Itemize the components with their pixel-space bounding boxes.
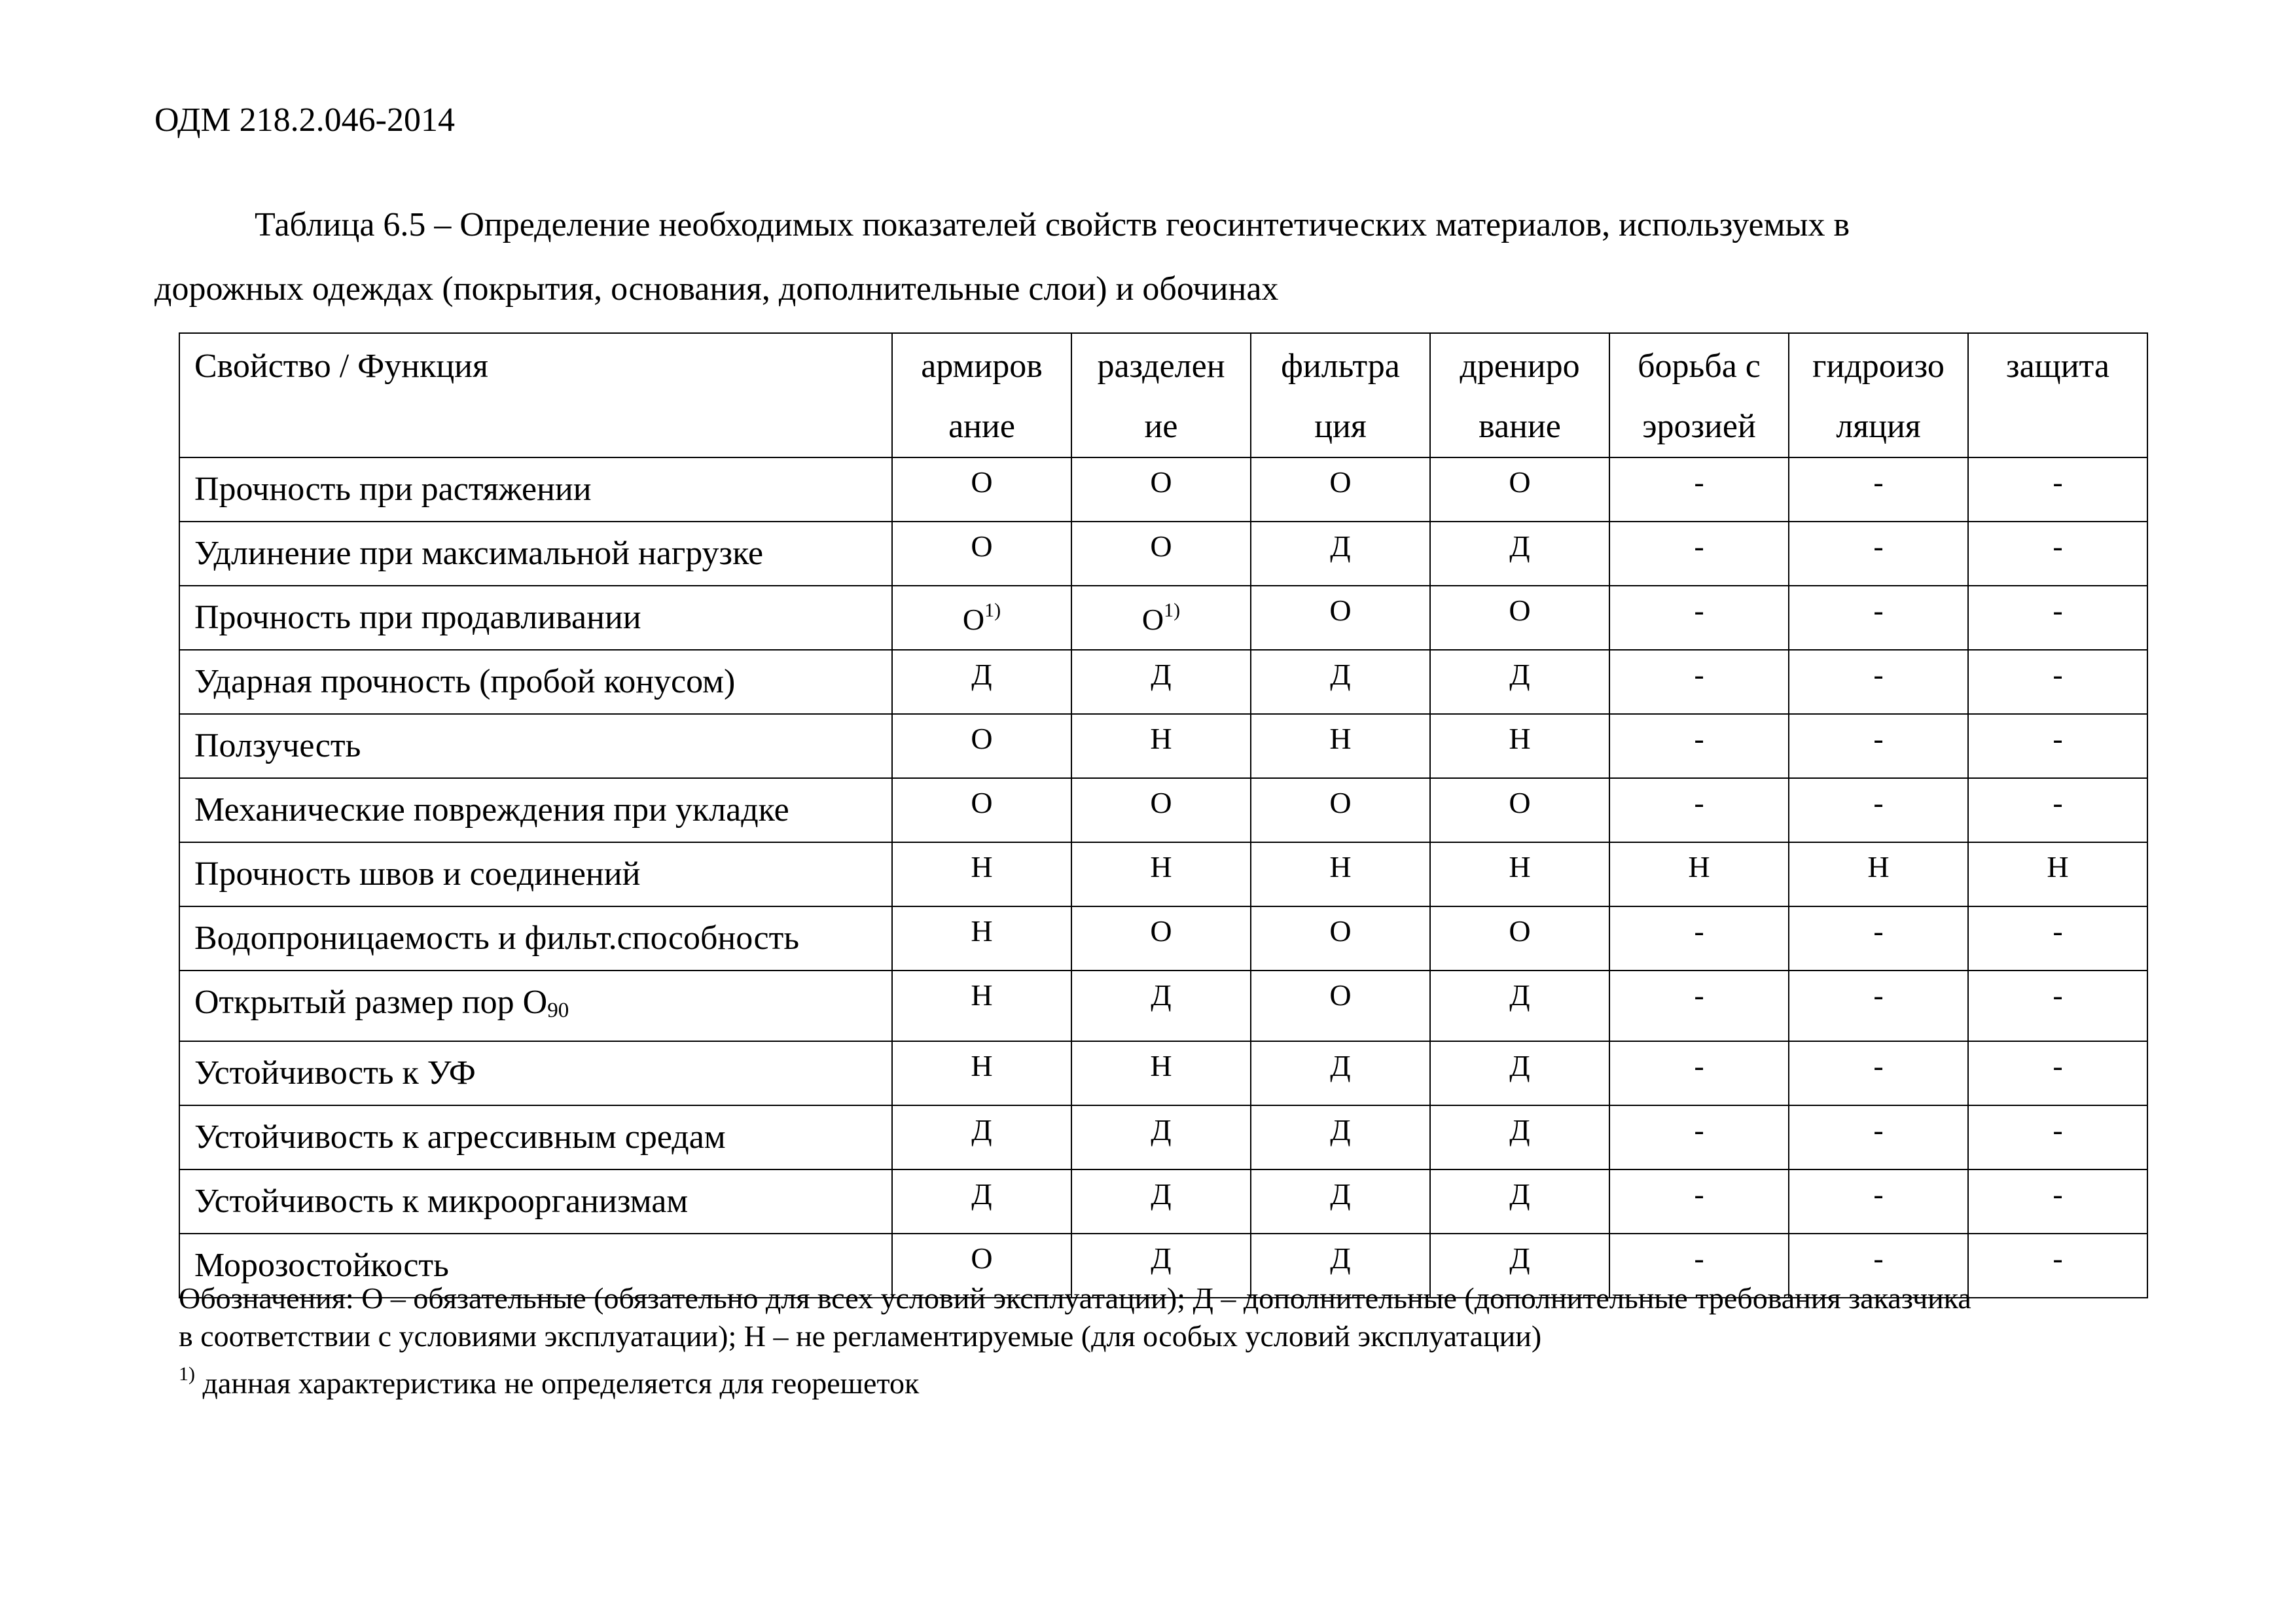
value-text: - bbox=[2053, 1241, 2063, 1275]
value-text: Н bbox=[1509, 722, 1531, 755]
table-row bbox=[179, 714, 2147, 778]
property-cell bbox=[179, 1041, 892, 1105]
footnote bbox=[179, 1355, 2149, 1402]
value-cell bbox=[1968, 586, 2147, 650]
value-text: О bbox=[1329, 594, 1352, 627]
value-cell bbox=[1251, 971, 1430, 1041]
value-text: - bbox=[1873, 1177, 1884, 1211]
value-cell bbox=[1071, 586, 1251, 650]
property-cell bbox=[179, 906, 892, 971]
property-name: Механические повреждения при укладке bbox=[194, 791, 789, 829]
value-cell bbox=[1430, 457, 1609, 522]
value-text: Д bbox=[971, 1113, 992, 1147]
value-cell bbox=[1789, 842, 1968, 906]
value-text: - bbox=[1694, 1049, 1704, 1082]
table-row bbox=[179, 586, 2147, 650]
value-cell bbox=[1789, 971, 1968, 1041]
value-cell bbox=[1968, 457, 2147, 522]
property-name: Водопроницаемость и фильт.способность bbox=[194, 919, 800, 957]
value-cell bbox=[1430, 971, 1609, 1041]
value-cell bbox=[1789, 778, 1968, 842]
value-cell bbox=[1968, 1041, 2147, 1105]
value-text: О bbox=[1141, 603, 1164, 636]
value-text: Н bbox=[971, 1049, 993, 1082]
value-text: - bbox=[1873, 786, 1884, 819]
value-text: Н bbox=[2047, 850, 2069, 883]
value-text: - bbox=[2053, 658, 2063, 691]
table-row bbox=[179, 1105, 2147, 1169]
footnote-text: данная характеристика не определяется для георешеток bbox=[195, 1366, 920, 1400]
column-header-line-2: эрозией bbox=[1642, 408, 1756, 445]
column-header-3 bbox=[1251, 333, 1430, 457]
value-cell bbox=[1609, 842, 1789, 906]
value-cell bbox=[1071, 457, 1251, 522]
value-text: - bbox=[2053, 529, 2063, 563]
value-text: О bbox=[1509, 914, 1531, 948]
value-cell bbox=[1968, 1169, 2147, 1234]
value-text: - bbox=[1694, 1113, 1704, 1147]
value-text: - bbox=[1694, 465, 1704, 499]
value-cell bbox=[1968, 971, 2147, 1041]
value-cell bbox=[1430, 1105, 1609, 1169]
value-cell bbox=[1968, 522, 2147, 586]
legend-line-1: Обозначения: О – обязательные (обязательно для всех условий эксплуатации); Д – дополнительные (дополнительные требования заказчика bbox=[179, 1281, 1971, 1315]
property-cell bbox=[179, 650, 892, 714]
value-text: О bbox=[1329, 978, 1352, 1012]
value-text: - bbox=[1873, 978, 1884, 1012]
value-text: - bbox=[2053, 1049, 2063, 1082]
value-cell bbox=[1071, 650, 1251, 714]
value-cell bbox=[1251, 1041, 1430, 1105]
value-cell bbox=[1789, 650, 1968, 714]
value-cell bbox=[1789, 1169, 1968, 1234]
value-cell bbox=[1251, 906, 1430, 971]
value-text: - bbox=[1694, 1241, 1704, 1275]
column-header-line-2: ие bbox=[1144, 408, 1178, 445]
value-text: Д bbox=[1330, 1113, 1351, 1147]
column-header-line-1: гидроизо bbox=[1812, 348, 1945, 385]
table-caption-line-2: дорожных одеждах (покрытия, основания, дополнительные слои) и обочинах bbox=[154, 270, 1279, 308]
value-text: Д bbox=[1509, 1113, 1530, 1147]
property-name: Прочность при растяжении bbox=[194, 471, 592, 508]
table-caption-line-1: Таблица 6.5 – Определение необходимых показателей свойств геосинтетических материалов, используемых в bbox=[255, 206, 1850, 243]
value-text: Н bbox=[1150, 722, 1172, 755]
value-cell bbox=[1251, 457, 1430, 522]
value-cell bbox=[1609, 522, 1789, 586]
value-text: - bbox=[1873, 465, 1884, 499]
value-cell bbox=[892, 906, 1071, 971]
column-header-7 bbox=[1968, 333, 2147, 457]
value-text: О bbox=[962, 603, 985, 636]
value-cell bbox=[1071, 906, 1251, 971]
value-text: О bbox=[1509, 465, 1531, 499]
value-cell bbox=[1251, 714, 1430, 778]
value-text: О bbox=[1150, 914, 1172, 948]
value-cell bbox=[1968, 842, 2147, 906]
value-cell bbox=[892, 1105, 1071, 1169]
property-cell bbox=[179, 778, 892, 842]
column-header-6 bbox=[1789, 333, 1968, 457]
value-text: Н bbox=[1329, 850, 1352, 883]
table-row bbox=[179, 522, 2147, 586]
property-cell bbox=[179, 842, 892, 906]
column-header-line-2 bbox=[194, 397, 891, 457]
value-text: Д bbox=[1151, 1241, 1172, 1275]
table-row bbox=[179, 457, 2147, 522]
value-text: О bbox=[1509, 594, 1531, 627]
property-name: Ползучесть bbox=[194, 727, 361, 764]
value-cell bbox=[1071, 842, 1251, 906]
value-text: - bbox=[1873, 914, 1884, 948]
footnote-ref: 1) bbox=[1164, 599, 1181, 621]
value-text: - bbox=[2053, 786, 2063, 819]
column-header-line-1: борьба с bbox=[1638, 348, 1761, 385]
value-text: - bbox=[2053, 465, 2063, 499]
legend-notes bbox=[179, 1279, 2149, 1402]
value-cell bbox=[892, 522, 1071, 586]
value-text: Н bbox=[1150, 1049, 1172, 1082]
value-text: Д bbox=[1151, 1113, 1172, 1147]
column-header-line-1: Свойство / Функция bbox=[194, 348, 488, 385]
value-text: Н bbox=[971, 850, 993, 883]
value-cell bbox=[1071, 522, 1251, 586]
property-name: Удлинение при максимальной нагрузке bbox=[194, 535, 764, 572]
value-text: Д bbox=[1330, 1177, 1351, 1211]
table-header-row bbox=[179, 333, 2147, 457]
value-text: Н bbox=[1867, 850, 1890, 883]
value-cell bbox=[1071, 714, 1251, 778]
table-row bbox=[179, 1169, 2147, 1234]
column-header-2 bbox=[1071, 333, 1251, 457]
value-cell bbox=[1609, 586, 1789, 650]
properties-table bbox=[179, 332, 2148, 1298]
value-cell bbox=[892, 1041, 1071, 1105]
property-cell bbox=[179, 1169, 892, 1234]
value-cell bbox=[1968, 778, 2147, 842]
value-text: Д bbox=[1330, 658, 1351, 691]
value-cell bbox=[1251, 1105, 1430, 1169]
value-text: О bbox=[1329, 914, 1352, 948]
value-text: - bbox=[1694, 594, 1704, 627]
value-text: О bbox=[1509, 786, 1531, 819]
footnote-mark: 1) bbox=[179, 1363, 195, 1385]
table-row bbox=[179, 1041, 2147, 1105]
value-cell bbox=[1968, 650, 2147, 714]
value-text: О bbox=[1329, 786, 1352, 819]
value-text: - bbox=[2053, 914, 2063, 948]
value-cell bbox=[1968, 906, 2147, 971]
column-header-line-2 bbox=[1969, 397, 2147, 457]
value-text: Д bbox=[1330, 1241, 1351, 1275]
value-cell bbox=[1609, 778, 1789, 842]
value-text: Н bbox=[1509, 850, 1531, 883]
property-name: Ударная прочность (пробой конусом) bbox=[194, 663, 736, 700]
value-text: Д bbox=[1151, 658, 1172, 691]
value-text: - bbox=[1873, 1241, 1884, 1275]
value-text: Д bbox=[1509, 529, 1530, 563]
value-text: - bbox=[1694, 722, 1704, 755]
value-text: - bbox=[1873, 658, 1884, 691]
value-text: О bbox=[1150, 465, 1172, 499]
value-cell bbox=[1609, 1041, 1789, 1105]
value-text: - bbox=[2053, 1177, 2063, 1211]
column-header-line-1: дрениро bbox=[1460, 348, 1580, 385]
value-text: О bbox=[971, 529, 993, 563]
value-cell bbox=[1789, 714, 1968, 778]
table-row bbox=[179, 778, 2147, 842]
column-header-line-2: ция bbox=[1314, 408, 1367, 445]
value-text: - bbox=[1694, 529, 1704, 563]
value-cell bbox=[1430, 906, 1609, 971]
value-cell bbox=[1789, 906, 1968, 971]
property-name: Морозостойкость bbox=[194, 1247, 449, 1284]
value-text: - bbox=[1694, 786, 1704, 819]
value-text: - bbox=[1694, 914, 1704, 948]
value-text: Д bbox=[1330, 529, 1351, 563]
value-cell bbox=[1251, 586, 1430, 650]
property-cell bbox=[179, 586, 892, 650]
value-text: Н bbox=[971, 978, 993, 1012]
value-text: Н bbox=[971, 914, 993, 948]
value-text: О bbox=[1150, 786, 1172, 819]
table-row bbox=[179, 650, 2147, 714]
value-cell bbox=[892, 714, 1071, 778]
value-cell bbox=[1968, 1105, 2147, 1169]
value-cell bbox=[1609, 1105, 1789, 1169]
value-cell bbox=[1071, 778, 1251, 842]
value-cell bbox=[1430, 778, 1609, 842]
value-text: - bbox=[1873, 722, 1884, 755]
value-cell bbox=[892, 457, 1071, 522]
value-cell bbox=[892, 650, 1071, 714]
value-cell bbox=[1430, 650, 1609, 714]
value-text: Д bbox=[1509, 1049, 1530, 1082]
value-text: Д bbox=[971, 1177, 992, 1211]
value-text: - bbox=[2053, 722, 2063, 755]
column-header-line-1: армиров bbox=[921, 348, 1043, 385]
value-text: - bbox=[1873, 594, 1884, 627]
value-cell bbox=[1071, 1041, 1251, 1105]
column-header-4 bbox=[1430, 333, 1609, 457]
value-text: Д bbox=[1151, 978, 1172, 1012]
property-cell bbox=[179, 1105, 892, 1169]
value-cell bbox=[1251, 842, 1430, 906]
value-text: Д bbox=[1509, 1177, 1530, 1211]
value-cell bbox=[1430, 522, 1609, 586]
value-text: О bbox=[971, 1241, 993, 1275]
property-name: Прочность при продавливании bbox=[194, 599, 641, 636]
value-cell bbox=[1071, 971, 1251, 1041]
value-cell bbox=[1609, 906, 1789, 971]
footnote-ref: 1) bbox=[984, 599, 1001, 621]
column-header-line-2: ляция bbox=[1836, 408, 1921, 445]
value-cell bbox=[892, 1169, 1071, 1234]
value-cell bbox=[1789, 1105, 1968, 1169]
value-text: Н bbox=[1150, 850, 1172, 883]
property-name: Устойчивость к агрессивным средам bbox=[194, 1118, 726, 1156]
property-cell bbox=[179, 457, 892, 522]
value-text: О bbox=[971, 465, 993, 499]
property-name: Прочность швов и соединений bbox=[194, 855, 641, 893]
value-cell bbox=[1789, 586, 1968, 650]
value-cell bbox=[1609, 457, 1789, 522]
column-header-line-1: фильтра bbox=[1281, 348, 1400, 385]
value-cell bbox=[1609, 971, 1789, 1041]
value-text: - bbox=[1873, 1049, 1884, 1082]
property-name: Открытый размер пор О bbox=[194, 984, 548, 1021]
column-header-line-2: вание bbox=[1479, 408, 1561, 445]
value-text: О bbox=[1329, 465, 1352, 499]
property-cell bbox=[179, 522, 892, 586]
table-row bbox=[179, 971, 2147, 1041]
value-text: - bbox=[1694, 658, 1704, 691]
table-row bbox=[179, 842, 2147, 906]
value-cell bbox=[892, 842, 1071, 906]
value-text: Д bbox=[1151, 1177, 1172, 1211]
value-text: Д bbox=[1509, 978, 1530, 1012]
value-cell bbox=[1430, 1041, 1609, 1105]
column-header-line-1: защита bbox=[2006, 348, 2109, 385]
property-subscript: 90 bbox=[547, 999, 569, 1022]
value-text: Д bbox=[1509, 1241, 1530, 1275]
table-body bbox=[179, 457, 2147, 1298]
value-cell bbox=[1789, 522, 1968, 586]
value-cell bbox=[1789, 457, 1968, 522]
legend-line-2: в соответствии с условиями эксплуатации); Н – не регламентируемые (для особых условий эксплуатации) bbox=[179, 1319, 1542, 1353]
value-text: О bbox=[971, 722, 993, 755]
property-cell bbox=[179, 714, 892, 778]
property-name: Устойчивость к УФ bbox=[194, 1054, 476, 1092]
property-name: Устойчивость к микроорганизмам bbox=[194, 1183, 689, 1220]
value-text: - bbox=[1873, 1113, 1884, 1147]
value-cell bbox=[1251, 1169, 1430, 1234]
value-text: Д bbox=[1330, 1049, 1351, 1082]
value-cell bbox=[1609, 650, 1789, 714]
value-text: О bbox=[1150, 529, 1172, 563]
column-header-line-1: разделен bbox=[1097, 348, 1225, 385]
value-cell bbox=[1251, 522, 1430, 586]
value-text: Д bbox=[1509, 658, 1530, 691]
value-text: Н bbox=[1688, 850, 1710, 883]
value-cell bbox=[892, 586, 1071, 650]
value-cell bbox=[1251, 650, 1430, 714]
table-row bbox=[179, 906, 2147, 971]
value-text: - bbox=[1694, 1177, 1704, 1211]
value-text: - bbox=[2053, 1113, 2063, 1147]
value-text: - bbox=[2053, 978, 2063, 1012]
value-text: О bbox=[971, 786, 993, 819]
value-text: - bbox=[2053, 594, 2063, 627]
value-cell bbox=[1071, 1105, 1251, 1169]
document-code: ОДМ 218.2.046-2014 bbox=[154, 101, 455, 139]
table-caption bbox=[154, 193, 2144, 321]
column-header-5 bbox=[1609, 333, 1789, 457]
value-cell bbox=[892, 971, 1071, 1041]
value-text: Н bbox=[1329, 722, 1352, 755]
value-cell bbox=[1789, 1041, 1968, 1105]
value-cell bbox=[1609, 714, 1789, 778]
value-cell bbox=[1968, 714, 2147, 778]
column-header-1 bbox=[892, 333, 1071, 457]
property-cell bbox=[179, 971, 892, 1041]
value-cell bbox=[1430, 1169, 1609, 1234]
value-cell bbox=[1430, 586, 1609, 650]
value-cell bbox=[1071, 1169, 1251, 1234]
value-text: Д bbox=[971, 658, 992, 691]
value-text: - bbox=[1873, 529, 1884, 563]
column-header-property bbox=[179, 333, 892, 457]
value-text: - bbox=[1694, 978, 1704, 1012]
value-cell bbox=[1251, 778, 1430, 842]
column-header-line-2: ание bbox=[948, 408, 1015, 445]
value-cell bbox=[1430, 842, 1609, 906]
value-cell bbox=[1430, 714, 1609, 778]
value-cell bbox=[1609, 1169, 1789, 1234]
value-cell bbox=[892, 778, 1071, 842]
